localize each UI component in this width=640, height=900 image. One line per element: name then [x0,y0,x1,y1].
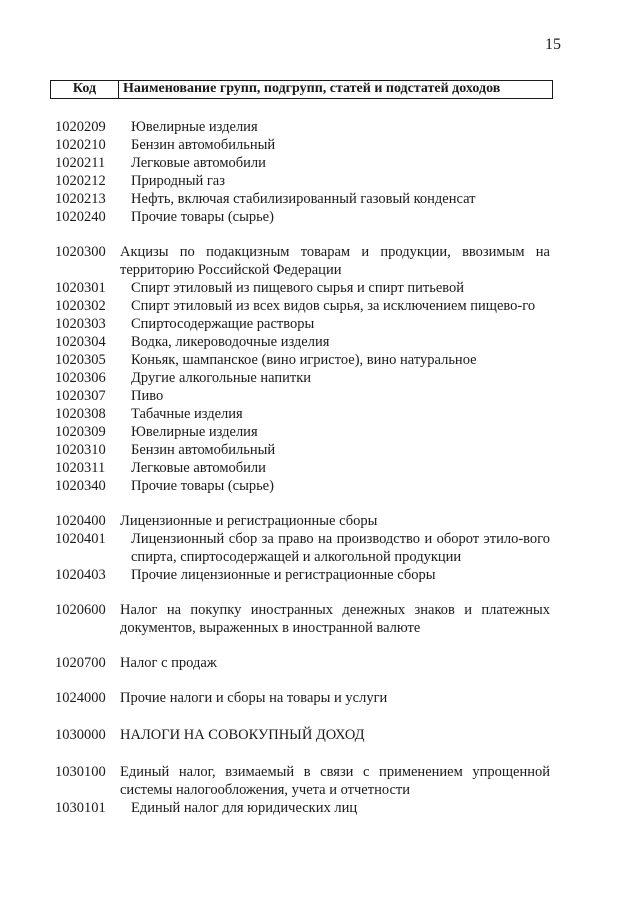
list-item [55,315,550,333]
item-code: 1030000 [55,727,106,743]
list-item [55,351,550,369]
item-code: 1020303 [55,316,106,332]
item-text: Единый налог, взимаемый в связи с применением упрощенной системы налогообложения, учета и отчетности [120,764,550,798]
item-text: Пиво [131,388,164,404]
section [55,654,550,672]
list-item [55,208,550,226]
item-text: Табачные изделия [131,406,243,422]
item-text: Легковые автомобили [131,460,266,476]
list-item [55,726,550,744]
item-code: 1020240 [55,209,106,225]
list-item [55,369,550,387]
list-item [55,477,550,495]
item-code: 1020700 [55,655,106,671]
item-code: 1020212 [55,173,106,189]
item-text: Единый налог для юридических лиц [131,800,358,816]
item-code: 1020302 [55,298,106,314]
item-text: Ювелирные изделия [131,119,258,135]
item-code: 1020401 [55,531,106,547]
list-item [55,512,550,530]
list-item [55,190,550,208]
item-code: 1020403 [55,567,106,583]
item-text: Лицензионный сбор за право на производство и оборот этило-вого спирта, спиртосодержащей и алкогольной продукции [131,531,550,565]
item-text: Прочие товары (сырье) [131,478,274,494]
item-text: Налог на покупку иностранных денежных знаков и платежных документов, выраженных в иностранной валюте [120,602,550,636]
list-item [55,459,550,477]
item-text: Спиртосодержащие растворы [131,316,315,332]
item-text: Лицензионные и регистрационные сборы [120,513,378,529]
item-text: Нефть, включая стабилизированный газовый конденсат [131,191,476,207]
list-item [55,423,550,441]
item-text: Налог с продаж [120,655,217,671]
item-text: Спирт этиловый из всех видов сырья, за исключением пищево-го [131,298,536,314]
list-item [55,243,550,279]
list-item [55,566,550,584]
list-item [55,333,550,351]
item-code: 1020210 [55,137,106,153]
item-code: 1020211 [55,155,106,171]
item-code: 1020340 [55,478,106,494]
item-code: 1020600 [55,602,106,618]
item-code: 1024000 [55,690,106,706]
item-text: Другие алкогольные напитки [131,370,312,386]
list-item [55,654,550,672]
list-item [55,118,550,136]
section [55,763,550,817]
list-item [55,689,550,707]
item-code: 1020307 [55,388,106,404]
section [55,601,550,637]
list-item [55,387,550,405]
item-text: Природный газ [131,173,225,189]
item-code: 1020308 [55,406,106,422]
item-code: 1020311 [55,460,106,476]
item-text: Ювелирные изделия [131,424,258,440]
document-body [55,118,550,817]
list-item [55,799,550,817]
section [55,118,550,226]
list-item [55,763,550,799]
table-header [50,80,553,99]
item-text: Водка, ликероводочные изделия [131,334,330,350]
list-item [55,441,550,459]
page-number: 15 [545,36,561,53]
header-code: Код [51,81,119,98]
item-code: 1020209 [55,119,106,135]
item-text: Бензин автомобильный [131,137,276,153]
item-text: НАЛОГИ НА СОВОКУПНЫЙ ДОХОД [120,727,365,743]
item-code: 1020213 [55,191,106,207]
item-code: 1020400 [55,513,106,529]
section [55,243,550,495]
list-item [55,601,550,637]
list-item [55,279,550,297]
list-item [55,530,550,566]
list-item [55,172,550,190]
item-text: Спирт этиловый из пищевого сырья и спирт питьевой [131,280,465,296]
item-code: 1030100 [55,764,106,780]
list-item [55,154,550,172]
item-code: 1020305 [55,352,106,368]
item-text: Коньяк, шампанское (вино игристое), вино натуральное [131,352,477,368]
item-code: 1030101 [55,800,106,816]
item-code: 1020310 [55,442,106,458]
list-item [55,136,550,154]
item-code: 1020300 [55,244,106,260]
item-text: Легковые автомобили [131,155,266,171]
item-code: 1020309 [55,424,106,440]
item-text: Прочие товары (сырье) [131,209,274,225]
header-name: Наименование групп, подгрупп, статей и подстатей доходов [123,81,501,96]
item-code: 1020301 [55,280,106,296]
section [55,726,550,744]
item-text: Бензин автомобильный [131,442,276,458]
item-code: 1020304 [55,334,106,350]
section [55,689,550,707]
item-code: 1020306 [55,370,106,386]
item-text: Прочие лицензионные и регистрационные сборы [131,567,436,583]
item-text: Прочие налоги и сборы на товары и услуги [120,690,388,706]
list-item [55,405,550,423]
list-item [55,297,550,315]
item-text: Акцизы по подакцизным товарам и продукции, ввозимым на территорию Российской Федерации [120,244,550,278]
section [55,512,550,584]
